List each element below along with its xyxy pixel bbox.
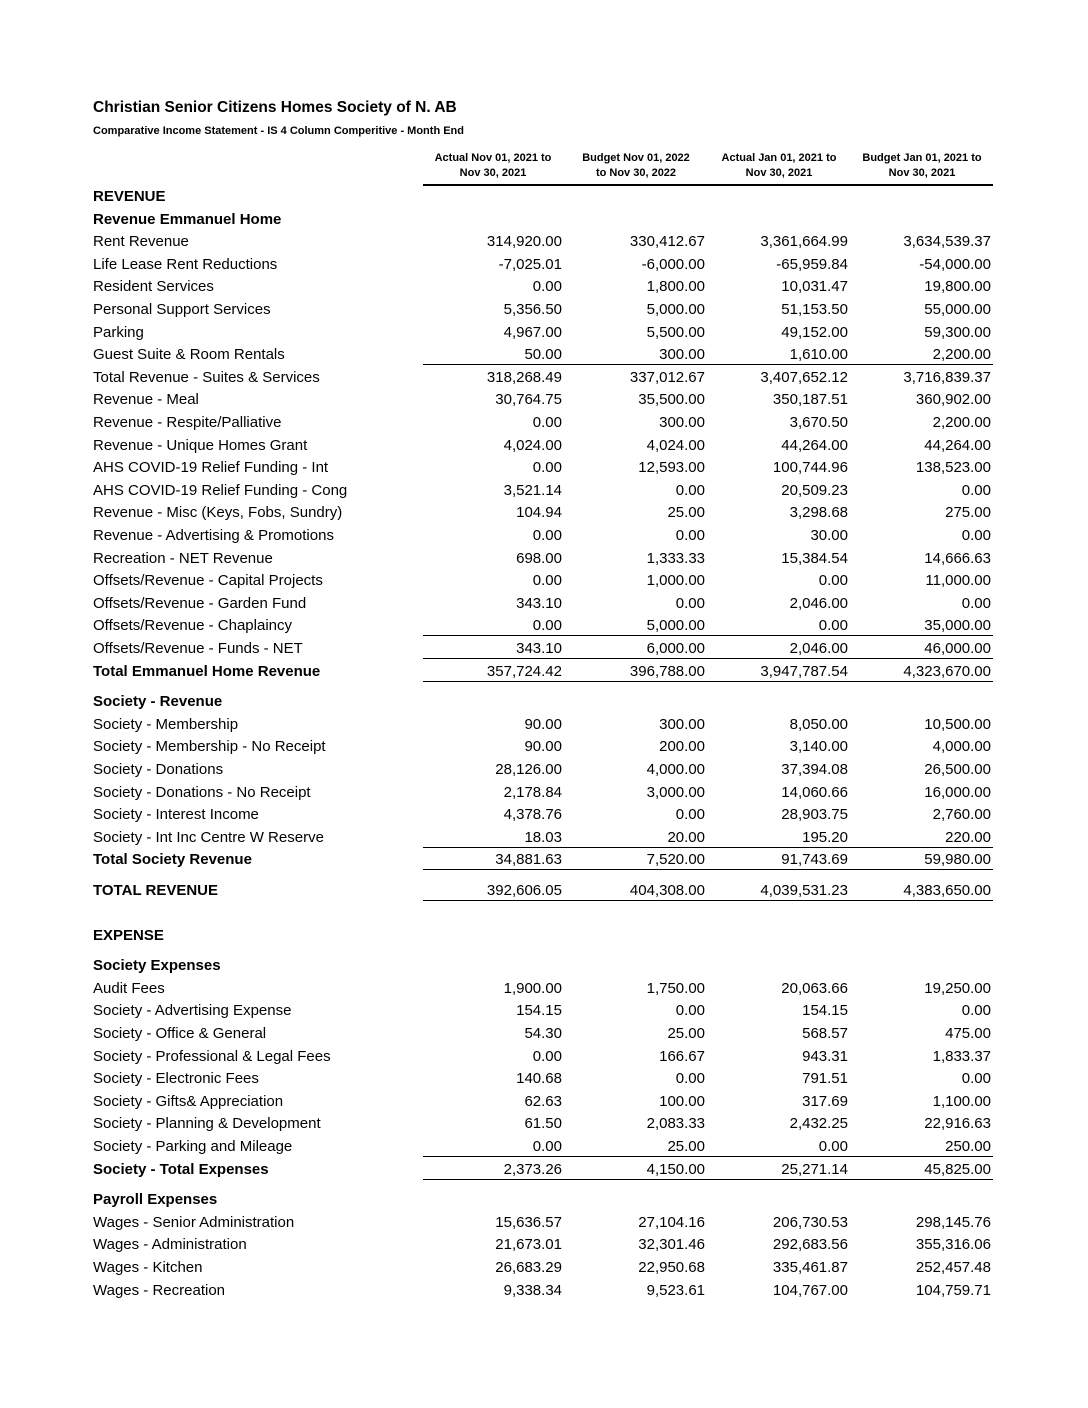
row-value: 0.00 (961, 527, 991, 544)
row-value: 4,000.00 (646, 761, 705, 778)
table-row (93, 804, 993, 826)
row-value: 0.00 (532, 1138, 562, 1155)
table-row (93, 978, 993, 1000)
row-value: 4,323,670.00 (903, 662, 991, 680)
table-row (93, 1091, 993, 1113)
row-value: 791.51 (802, 1070, 848, 1088)
row-value: 568.57 (802, 1025, 848, 1042)
row-label: Revenue - Unique Homes Grant (93, 436, 308, 454)
row-label: Society - Total Expenses (93, 1160, 269, 1178)
row-value: 90.00 (524, 715, 562, 733)
row-label: Society - Electronic Fees (93, 1070, 259, 1088)
row-value: 318,268.49 (486, 368, 562, 386)
row-value: 91,743.69 (781, 851, 848, 869)
row-value: 59,980.00 (924, 851, 991, 869)
row-value: 20.00 (667, 828, 705, 846)
row-value: 27,104.16 (638, 1213, 705, 1231)
row-value: 1,100.00 (932, 1092, 991, 1110)
table-row (93, 412, 993, 434)
row-value: 252,457.48 (915, 1259, 991, 1276)
row-value: 4,150.00 (646, 1160, 705, 1178)
row-label: Resident Services (93, 278, 214, 296)
row-label: Wages - Senior Administration (93, 1213, 295, 1231)
row-value: 90.00 (524, 738, 562, 756)
row-value: 16,000.00 (924, 783, 991, 801)
row-value: 45,825.00 (924, 1160, 991, 1178)
table-row (93, 570, 993, 592)
row-value: 3,407,652.12 (760, 368, 848, 386)
row-value: 3,140.00 (789, 738, 848, 756)
row-value: 1,000.00 (646, 572, 705, 590)
row-value: 3,521.14 (503, 481, 562, 499)
row-value: 3,670.50 (789, 414, 848, 431)
table-row (93, 1000, 993, 1022)
row-label: Rent Revenue (93, 233, 189, 251)
row-value: 55,000.00 (924, 301, 991, 318)
row-value: 404,308.00 (629, 882, 705, 899)
row-value: 4,024.00 (503, 436, 562, 454)
table-row (93, 1046, 993, 1068)
column-rule (423, 658, 993, 659)
row-value: 20,509.23 (781, 481, 848, 499)
row-value: 292,683.56 (772, 1236, 848, 1254)
row-value: 2,200.00 (932, 346, 991, 364)
row-value: 20,063.66 (781, 979, 848, 997)
row-value: 154.15 (516, 1002, 562, 1020)
row-label: Society - Advertising Expense (93, 1002, 292, 1020)
row-value: 3,000.00 (646, 783, 705, 801)
row-value: 0.00 (532, 617, 562, 635)
row-label: AHS COVID-19 Relief Funding - Int (93, 459, 329, 477)
total-row (93, 1159, 993, 1181)
row-value: 392,606.05 (486, 882, 562, 899)
row-label: Society - Donations (93, 761, 224, 778)
table-row (93, 1023, 993, 1045)
table-row (93, 1212, 993, 1234)
section-heading (93, 925, 993, 947)
table-row (93, 1113, 993, 1135)
row-label: Society Expenses (93, 957, 221, 975)
row-value: 35,500.00 (638, 391, 705, 409)
row-value: 34,881.63 (495, 851, 562, 869)
row-label: Personal Support Services (93, 301, 271, 318)
row-value: 335,461.87 (772, 1259, 848, 1276)
table-row (93, 593, 993, 615)
row-value: 59,300.00 (924, 323, 991, 341)
row-value: 15,636.57 (495, 1213, 562, 1231)
row-value: 51,153.50 (781, 301, 848, 318)
row-value: 25,271.14 (781, 1160, 848, 1178)
row-label: Society - Planning & Development (93, 1115, 321, 1133)
row-value: 37,394.08 (781, 761, 848, 778)
column-rule (423, 869, 993, 870)
row-value: 19,800.00 (924, 278, 991, 296)
row-value: 3,298.68 (789, 504, 848, 522)
row-value: 0.00 (532, 278, 562, 296)
row-value: 2,046.00 (789, 594, 848, 612)
row-value: 14,060.66 (781, 783, 848, 801)
row-label: Society - Gifts& Appreciation (93, 1092, 284, 1110)
organization-title: Christian Senior Citizens Homes Society of N. AB (93, 99, 457, 116)
table-row (93, 322, 993, 344)
table-row (93, 782, 993, 804)
row-value: 0.00 (675, 806, 705, 824)
row-value: 0.00 (532, 414, 562, 431)
row-value: 22,950.68 (638, 1259, 705, 1276)
row-value: 21,673.01 (495, 1236, 562, 1254)
row-value: -6,000.00 (641, 255, 705, 273)
row-value: 0.00 (961, 1070, 991, 1088)
row-value: 15,384.54 (781, 549, 848, 567)
row-value: 0.00 (532, 1047, 562, 1065)
row-label: Revenue - Meal (93, 391, 199, 409)
row-value: 2,200.00 (932, 414, 991, 431)
column-rule (423, 1156, 993, 1157)
table-row (93, 435, 993, 457)
row-value: 104,759.71 (915, 1281, 991, 1299)
table-row (93, 231, 993, 253)
section-heading (93, 1189, 993, 1211)
row-value: 140.68 (516, 1070, 562, 1088)
row-value: 3,947,787.54 (760, 662, 848, 680)
column-header-line: Budget Nov 01, 2022 (582, 152, 690, 164)
row-value: 5,000.00 (646, 617, 705, 635)
row-label: Society - Professional & Legal Fees (93, 1047, 331, 1065)
row-label: Life Lease Rent Reductions (93, 255, 278, 273)
row-value: 26,500.00 (924, 761, 991, 778)
row-label: Society - Revenue (93, 693, 223, 711)
table-row (93, 736, 993, 758)
total-row (93, 849, 993, 871)
row-value: 25.00 (667, 504, 705, 522)
row-value: 1,333.33 (646, 549, 705, 567)
row-label: Offsets/Revenue - Chaplaincy (93, 617, 292, 635)
row-value: 2,760.00 (932, 806, 991, 824)
row-value: 0.00 (961, 1002, 991, 1020)
row-value: 330,412.67 (629, 233, 705, 251)
row-value: 154.15 (802, 1002, 848, 1020)
section-heading (93, 691, 993, 713)
column-rule (423, 364, 993, 365)
row-value: 4,383,650.00 (903, 882, 991, 899)
row-value: 44,264.00 (781, 436, 848, 454)
row-value: 4,039,531.23 (760, 882, 848, 899)
table-row (93, 1068, 993, 1090)
section-heading (93, 186, 993, 208)
row-label: Revenue - Misc (Keys, Fobs, Sundry) (93, 504, 343, 522)
row-value: 337,012.67 (629, 368, 705, 386)
row-value: 32,301.46 (638, 1236, 705, 1254)
row-value: 0.00 (532, 572, 562, 590)
row-value: 300.00 (659, 715, 705, 733)
report-subtitle: Comparative Income Statement - IS 4 Column Comperitive - Month End (93, 125, 464, 137)
row-label: Guest Suite & Room Rentals (93, 346, 285, 364)
row-value: 104,767.00 (772, 1281, 848, 1299)
row-value: 5,500.00 (646, 323, 705, 341)
row-value: 4,024.00 (646, 436, 705, 454)
row-value: 1,900.00 (503, 979, 562, 997)
table-row (93, 299, 993, 321)
row-label: REVENUE (93, 188, 166, 205)
row-value: 314,920.00 (486, 233, 562, 251)
column-rule (423, 900, 993, 901)
row-value: 275.00 (945, 504, 991, 522)
row-label: Offsets/Revenue - Capital Projects (93, 572, 323, 590)
row-value: 14,666.63 (924, 549, 991, 567)
table-row (93, 480, 993, 502)
row-value: 317.69 (802, 1092, 848, 1110)
row-label: Society - Membership (93, 715, 239, 733)
row-value: 698.00 (516, 549, 562, 567)
row-value: 0.00 (818, 572, 848, 590)
row-value: 1,610.00 (789, 346, 848, 364)
row-value: 475.00 (945, 1025, 991, 1042)
row-label: Revenue Emmanuel Home (93, 210, 282, 228)
row-value: 298,145.76 (915, 1213, 991, 1231)
row-value: 9,523.61 (646, 1281, 705, 1299)
table-row (93, 525, 993, 547)
row-value: 3,634,539.37 (903, 233, 991, 251)
row-label: Offsets/Revenue - Garden Fund (93, 594, 307, 612)
row-value: 22,916.63 (924, 1115, 991, 1133)
table-row (93, 1257, 993, 1279)
column-header-line: Actual Jan 01, 2021 to (721, 152, 837, 164)
row-value: 2,373.26 (503, 1160, 562, 1178)
row-value: 2,046.00 (789, 640, 848, 657)
row-label: Revenue - Advertising & Promotions (93, 527, 334, 544)
row-label: Payroll Expenses (93, 1191, 218, 1209)
row-value: 0.00 (961, 481, 991, 499)
column-header-line: Nov 30, 2021 (745, 167, 813, 179)
row-label: Parking (93, 323, 144, 341)
row-value: 30,764.75 (495, 391, 562, 409)
row-value: 4,000.00 (932, 738, 991, 756)
total-row (93, 661, 993, 683)
row-value: 0.00 (818, 1138, 848, 1155)
row-label: Wages - Recreation (93, 1281, 225, 1299)
row-value: 138,523.00 (915, 459, 991, 477)
row-label: Revenue - Respite/Palliative (93, 414, 282, 431)
row-value: -7,025.01 (498, 255, 562, 273)
row-label: Audit Fees (93, 979, 165, 997)
row-value: 343.10 (516, 594, 562, 612)
table-row (93, 1136, 993, 1158)
row-value: 25.00 (667, 1025, 705, 1042)
row-value: 200.00 (659, 738, 705, 756)
column-rule (423, 635, 993, 636)
column-rule (423, 681, 993, 682)
column-rule (423, 847, 993, 848)
row-value: 300.00 (659, 414, 705, 431)
table-row (93, 714, 993, 736)
row-value: 6,000.00 (646, 640, 705, 657)
row-value: 343.10 (516, 640, 562, 657)
row-label: Wages - Administration (93, 1236, 247, 1254)
row-label: Society - Donations - No Receipt (93, 783, 311, 801)
total-row (93, 880, 993, 902)
row-value: 35,000.00 (924, 617, 991, 635)
row-value: 5,356.50 (503, 301, 562, 318)
row-value: 1,750.00 (646, 979, 705, 997)
row-value: 28,126.00 (495, 761, 562, 778)
row-value: 18.03 (524, 828, 562, 846)
row-value: 49,152.00 (781, 323, 848, 341)
table-row (93, 1280, 993, 1302)
row-value: 12,593.00 (638, 459, 705, 477)
row-value: 0.00 (818, 617, 848, 635)
row-value: 100.00 (659, 1092, 705, 1110)
row-value: 25.00 (667, 1138, 705, 1155)
row-label: Society - Int Inc Centre W Reserve (93, 828, 324, 846)
table-row (93, 827, 993, 849)
row-value: 3,361,664.99 (760, 233, 848, 251)
section-heading (93, 955, 993, 977)
row-label: Society - Parking and Mileage (93, 1138, 293, 1155)
row-value: 0.00 (675, 1002, 705, 1020)
row-value: 50.00 (524, 346, 562, 364)
row-value: 943.31 (802, 1047, 848, 1065)
table-row (93, 1234, 993, 1256)
row-label: TOTAL REVENUE (93, 882, 219, 899)
table-row (93, 615, 993, 637)
row-value: 1,800.00 (646, 278, 705, 296)
table-row (93, 638, 993, 660)
row-value: 19,250.00 (924, 979, 991, 997)
row-value: 195.20 (802, 828, 848, 846)
row-value: 2,083.33 (646, 1115, 705, 1133)
row-value: 250.00 (945, 1138, 991, 1155)
row-value: 26,683.29 (495, 1259, 562, 1276)
row-value: -65,959.84 (776, 255, 848, 273)
row-value: 104.94 (516, 504, 562, 522)
row-label: EXPENSE (93, 926, 164, 944)
table-row (93, 367, 993, 389)
row-value: 0.00 (961, 594, 991, 612)
table-row (93, 389, 993, 411)
row-value: 46,000.00 (924, 640, 991, 657)
row-label: AHS COVID-19 Relief Funding - Cong (93, 481, 348, 499)
row-value: 10,031.47 (781, 278, 848, 296)
row-label: Society - Membership - No Receipt (93, 738, 326, 756)
row-value: 0.00 (532, 459, 562, 477)
row-value: 1,833.37 (932, 1047, 991, 1065)
row-label: Total Society Revenue (93, 851, 252, 869)
table-row (93, 254, 993, 276)
row-value: 2,178.84 (503, 783, 562, 801)
column-header-line: Nov 30, 2021 (459, 167, 527, 179)
row-value: 2,432.25 (789, 1115, 848, 1133)
row-value: 9,338.34 (503, 1281, 562, 1299)
row-value: 30.00 (810, 527, 848, 544)
row-value: 44,264.00 (924, 436, 991, 454)
row-value: 11,000.00 (925, 572, 991, 590)
table-row (93, 548, 993, 570)
row-label: Offsets/Revenue - Funds - NET (93, 640, 303, 657)
row-value: 350,187.51 (772, 391, 848, 409)
table-row (93, 457, 993, 479)
row-label: Wages - Kitchen (93, 1259, 203, 1276)
row-value: 0.00 (675, 1070, 705, 1088)
row-value: 3,716,839.37 (903, 368, 991, 386)
column-header-line: Budget Jan 01, 2021 to (862, 152, 982, 164)
row-value: -54,000.00 (919, 255, 991, 273)
row-value: 0.00 (675, 594, 705, 612)
row-value: 5,000.00 (646, 301, 705, 318)
row-value: 100,744.96 (772, 459, 848, 477)
row-label: Society - Interest Income (93, 806, 259, 824)
column-rule (423, 1179, 993, 1180)
row-label: Society - Office & General (93, 1025, 267, 1042)
column-header-line: Actual Nov 01, 2021 to (434, 152, 552, 164)
row-value: 10,500.00 (924, 715, 991, 733)
row-value: 300.00 (659, 346, 705, 364)
row-value: 62.63 (524, 1092, 562, 1110)
row-value: 4,378.76 (503, 806, 562, 824)
row-value: 7,520.00 (646, 851, 705, 869)
table-row (93, 759, 993, 781)
row-value: 8,050.00 (789, 715, 848, 733)
row-value: 28,903.75 (781, 806, 848, 824)
row-label: Recreation - NET Revenue (93, 549, 273, 567)
row-label: Total Revenue - Suites & Services (93, 368, 320, 386)
table-row (93, 502, 993, 524)
row-value: 357,724.42 (486, 662, 562, 680)
column-header-line: to Nov 30, 2022 (595, 167, 677, 179)
row-value: 61.50 (524, 1115, 562, 1133)
table-row (93, 344, 993, 366)
row-value: 0.00 (532, 527, 562, 544)
row-value: 4,967.00 (503, 323, 562, 341)
row-label: Total Emmanuel Home Revenue (93, 662, 321, 680)
column-header-line: Nov 30, 2021 (888, 167, 956, 179)
row-value: 396,788.00 (629, 662, 705, 680)
row-value: 360,902.00 (915, 391, 991, 409)
table-row (93, 276, 993, 298)
row-value: 0.00 (675, 481, 705, 499)
section-heading (93, 209, 993, 231)
row-value: 166.67 (659, 1047, 705, 1065)
row-value: 355,316.06 (915, 1236, 991, 1254)
row-value: 220.00 (945, 828, 991, 846)
row-value: 0.00 (675, 527, 705, 544)
row-value: 206,730.53 (772, 1213, 848, 1231)
row-value: 54.30 (524, 1025, 562, 1042)
